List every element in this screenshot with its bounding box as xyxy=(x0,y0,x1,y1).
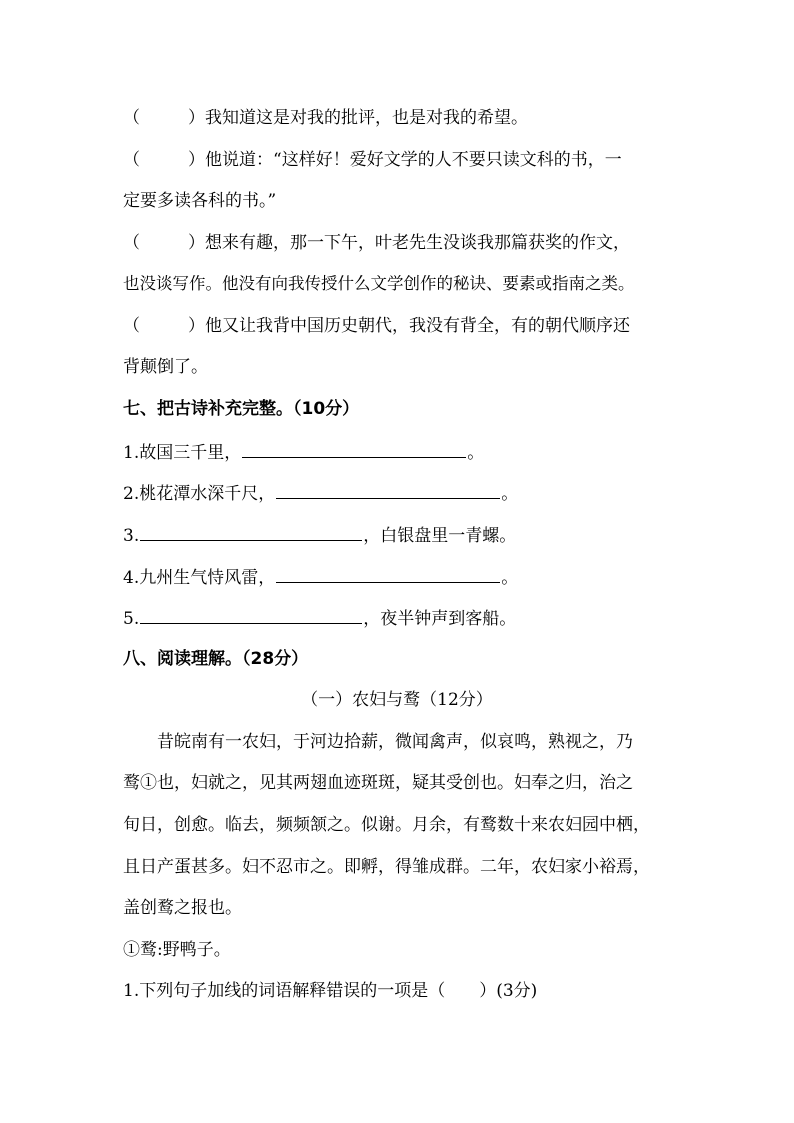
reorder-item-3 xyxy=(123,233,683,253)
poem-item-3 xyxy=(123,524,683,546)
reorder-item-2 xyxy=(123,150,683,170)
paren-open: （ xyxy=(123,150,140,170)
poem-text: 。 xyxy=(467,443,485,463)
poem-blank[interactable] xyxy=(276,482,500,499)
passage-line-1: 昔皖南有一农妇，于河边拾薪，微闻禽声，似哀鸣，熟视之，乃 xyxy=(157,732,633,752)
item-text: 定要多读各科的书。” xyxy=(123,191,277,211)
poem-item-5 xyxy=(123,607,683,629)
poem-item-1 xyxy=(123,441,683,463)
reorder-item-3-cont xyxy=(123,274,683,294)
poem-item-2 xyxy=(123,482,683,504)
section8-title: 八、阅读理解。（28分） xyxy=(123,649,309,669)
poem-text: 。 xyxy=(501,484,519,504)
question-text: 1.下列句子加线的词语解释错误的一项是（ xyxy=(123,981,446,1001)
paren-close: ） xyxy=(188,316,205,336)
question-text: ）(3分) xyxy=(479,981,538,1001)
paren-close: ） xyxy=(188,150,205,170)
poem-text: 4.九州生气恃风雷， xyxy=(123,568,276,588)
item-text: 他说道：“这样好！爱好文学的人不要只读文科的书，一 xyxy=(205,150,622,170)
item-text: 我知道这是对我的批评，也是对我的希望。 xyxy=(205,108,528,128)
poem-blank[interactable] xyxy=(242,441,466,458)
poem-text: 2.桃花潭水深千尺， xyxy=(123,484,276,504)
poem-text: ，夜半钟声到客船。 xyxy=(363,609,517,629)
poem-text: 1.故国三千里， xyxy=(123,443,242,463)
item-text: 他又让我背中国历史朝代，我没有背全，有的朝代顺序还 xyxy=(205,316,630,336)
paren-open: （ xyxy=(123,316,140,336)
poem-blank[interactable] xyxy=(276,566,500,583)
poem-blank[interactable] xyxy=(140,607,362,624)
poem-text: 。 xyxy=(501,568,519,588)
poem-blank[interactable] xyxy=(140,524,362,541)
question-1 xyxy=(123,981,683,1001)
paren-open: （ xyxy=(123,108,140,128)
poem-text: 3. xyxy=(123,526,140,546)
paren-close: ） xyxy=(188,108,205,128)
item-text: 也没谈写作。他没有向我传授什么文学创作的秘诀、要素或指南之类。 xyxy=(123,274,635,293)
poem-item-4 xyxy=(123,566,683,588)
reorder-item-4 xyxy=(123,316,683,336)
passage-footnote: ①鹜:野鸭子。 xyxy=(123,940,231,960)
passage-line-3: 旬日，创愈。临去，频频颔之。似谢。月余，有鹜数十来农妇园中栖， xyxy=(123,815,650,835)
item-text: 想来有趣，那一下午，叶老先生没谈我那篇获奖的作文， xyxy=(205,233,630,253)
reorder-item-2-cont xyxy=(123,191,683,211)
passage-subtitle: （一）农妇与鹜（12分） xyxy=(301,690,493,710)
paren-close: ） xyxy=(188,233,205,253)
poem-text: 5. xyxy=(123,609,140,629)
item-text: 背颠倒了。 xyxy=(123,357,208,377)
passage-line-5: 盖创鹜之报也。 xyxy=(123,898,242,918)
passage-line-4: 且日产蛋甚多。妇不忍市之。即孵，得雏成群。二年，农妇家小裕焉， xyxy=(123,857,650,877)
passage-line-2: 鹜①也，妇就之，见其两翅血迹斑斑，疑其受创也。妇奉之归，治之 xyxy=(123,773,633,793)
poem-text: ，白银盘里一青螺。 xyxy=(363,526,517,546)
section7-title: 七、把古诗补充完整。（10分） xyxy=(123,399,360,419)
paren-open: （ xyxy=(123,233,140,253)
reorder-item-4-cont xyxy=(123,357,683,377)
reorder-item-1 xyxy=(123,108,683,128)
